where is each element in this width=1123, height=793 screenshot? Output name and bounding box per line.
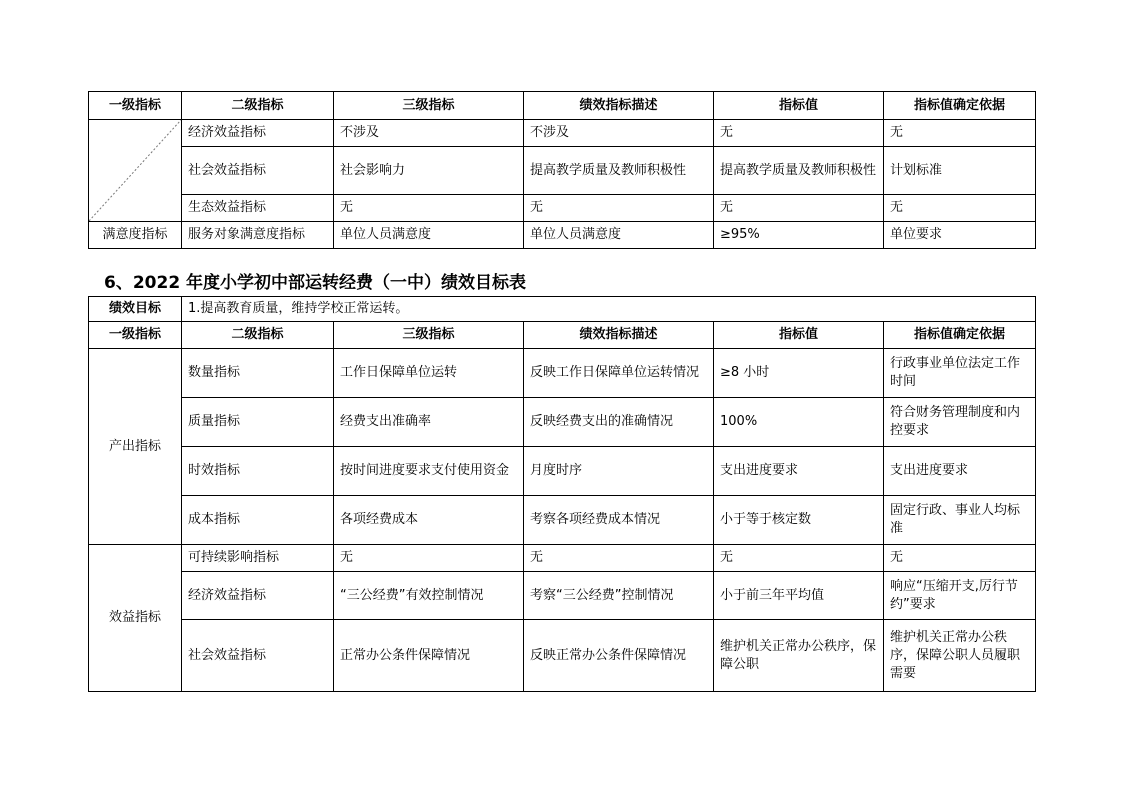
table-cell: 考察“三公经费”控制情况 xyxy=(524,572,714,620)
table-cell: 支出进度要求 xyxy=(714,447,884,496)
table-cell: 单位人员满意度 xyxy=(334,222,524,249)
header-cell: 指标值确定依据 xyxy=(884,92,1036,120)
table-cell: 反映经费支出的准确情况 xyxy=(524,398,714,447)
table-cell: 无 xyxy=(884,545,1036,572)
table-cell: 各项经费成本 xyxy=(334,496,524,545)
table-row xyxy=(89,447,1036,496)
table-row xyxy=(89,147,1036,195)
table-cell: 质量指标 xyxy=(182,398,334,447)
table-row xyxy=(89,620,1036,692)
table-cell: 社会效益指标 xyxy=(182,147,334,195)
section-title: 6、2022 年度小学初中部运转经费（一中）绩效目标表 xyxy=(104,273,527,293)
table-cell: 无 xyxy=(334,545,524,572)
table-cell: 响应“压缩开支,厉行节约”要求 xyxy=(884,572,1036,620)
table-cell: 时效指标 xyxy=(182,447,334,496)
table-cell: 无 xyxy=(714,545,884,572)
header-cell: 绩效指标描述 xyxy=(524,322,714,349)
table-row xyxy=(89,120,1036,147)
table-cell: 不涉及 xyxy=(524,120,714,147)
table-cell: 反映正常办公条件保障情况 xyxy=(524,620,714,692)
table-cell: 无 xyxy=(884,120,1036,147)
header-cell: 一级指标 xyxy=(89,322,182,349)
header-row xyxy=(89,322,1036,349)
table-cell: 符合财务管理制度和内控要求 xyxy=(884,398,1036,447)
table-cell: ≥8 小时 xyxy=(714,349,884,398)
table-cell: 考察各项经费成本情况 xyxy=(524,496,714,545)
table-cell: 满意度指标 xyxy=(89,222,182,249)
goal-row xyxy=(89,297,1036,322)
output-indicator-label: 产出指标 xyxy=(89,349,182,545)
header-row xyxy=(89,92,1036,120)
table-cell: 行政事业单位法定工作时间 xyxy=(884,349,1036,398)
table-cell: 月度时序 xyxy=(524,447,714,496)
table-cell: 社会影响力 xyxy=(334,147,524,195)
header-cell: 指标值 xyxy=(714,92,884,120)
table-cell: 成本指标 xyxy=(182,496,334,545)
header-cell: 绩效指标描述 xyxy=(524,92,714,120)
table-cell: 按时间进度要求支付使用资金 xyxy=(334,447,524,496)
header-cell: 二级指标 xyxy=(182,322,334,349)
table-row xyxy=(89,398,1036,447)
table-cell: 社会效益指标 xyxy=(182,620,334,692)
header-cell: 指标值确定依据 xyxy=(884,322,1036,349)
table-cell: 提高教学质量及教师积极性 xyxy=(714,147,884,195)
table-cell: 工作日保障单位运转 xyxy=(334,349,524,398)
goal-label: 绩效目标 xyxy=(89,297,182,322)
table-cell: 经济效益指标 xyxy=(182,572,334,620)
table-cell: 不涉及 xyxy=(334,120,524,147)
table-cell: 100% xyxy=(714,398,884,447)
table-cell: 服务对象满意度指标 xyxy=(182,222,334,249)
table-cell: “三公经费”有效控制情况 xyxy=(334,572,524,620)
table-cell: 正常办公条件保障情况 xyxy=(334,620,524,692)
table-cell: 数量指标 xyxy=(182,349,334,398)
table-cell: 无 xyxy=(334,195,524,222)
table-cell: 无 xyxy=(524,545,714,572)
diagonal-cell xyxy=(89,120,182,222)
table-cell: 反映工作日保障单位运转情况 xyxy=(524,349,714,398)
table-cell: 无 xyxy=(714,120,884,147)
performance-table-1 xyxy=(88,91,1036,249)
table-cell: 支出进度要求 xyxy=(884,447,1036,496)
goal-text: 1.提高教育质量，维持学校正常运转。 xyxy=(182,297,1036,322)
table-cell: 小于等于核定数 xyxy=(714,496,884,545)
table-cell: 单位人员满意度 xyxy=(524,222,714,249)
table-row xyxy=(89,349,1036,398)
table-cell: 无 xyxy=(884,195,1036,222)
table-cell: 经费支出准确率 xyxy=(334,398,524,447)
table-row xyxy=(89,195,1036,222)
header-cell: 指标值 xyxy=(714,322,884,349)
header-cell: 一级指标 xyxy=(89,92,182,120)
table-cell: 计划标准 xyxy=(884,147,1036,195)
header-cell: 二级指标 xyxy=(182,92,334,120)
header-cell: 三级指标 xyxy=(334,92,524,120)
table-cell: 生态效益指标 xyxy=(182,195,334,222)
table-row xyxy=(89,572,1036,620)
benefit-indicator-label: 效益指标 xyxy=(89,545,182,692)
header-cell: 三级指标 xyxy=(334,322,524,349)
table-cell: ≥95% xyxy=(714,222,884,249)
table-cell: 可持续影响指标 xyxy=(182,545,334,572)
table-cell: 固定行政、事业人均标准 xyxy=(884,496,1036,545)
table-row xyxy=(89,545,1036,572)
table-cell: 维护机关正常办公秩序，保障公职 xyxy=(714,620,884,692)
table-cell: 提高教学质量及教师积极性 xyxy=(524,147,714,195)
performance-table-2 xyxy=(88,296,1036,692)
table-cell: 无 xyxy=(524,195,714,222)
table-cell: 维护机关正常办公秩序，保障公职人员履职需要 xyxy=(884,620,1036,692)
table-cell: 经济效益指标 xyxy=(182,120,334,147)
table-cell: 单位要求 xyxy=(884,222,1036,249)
table-cell: 无 xyxy=(714,195,884,222)
table-cell: 小于前三年平均值 xyxy=(714,572,884,620)
table-row xyxy=(89,496,1036,545)
satisfaction-row xyxy=(89,222,1036,249)
